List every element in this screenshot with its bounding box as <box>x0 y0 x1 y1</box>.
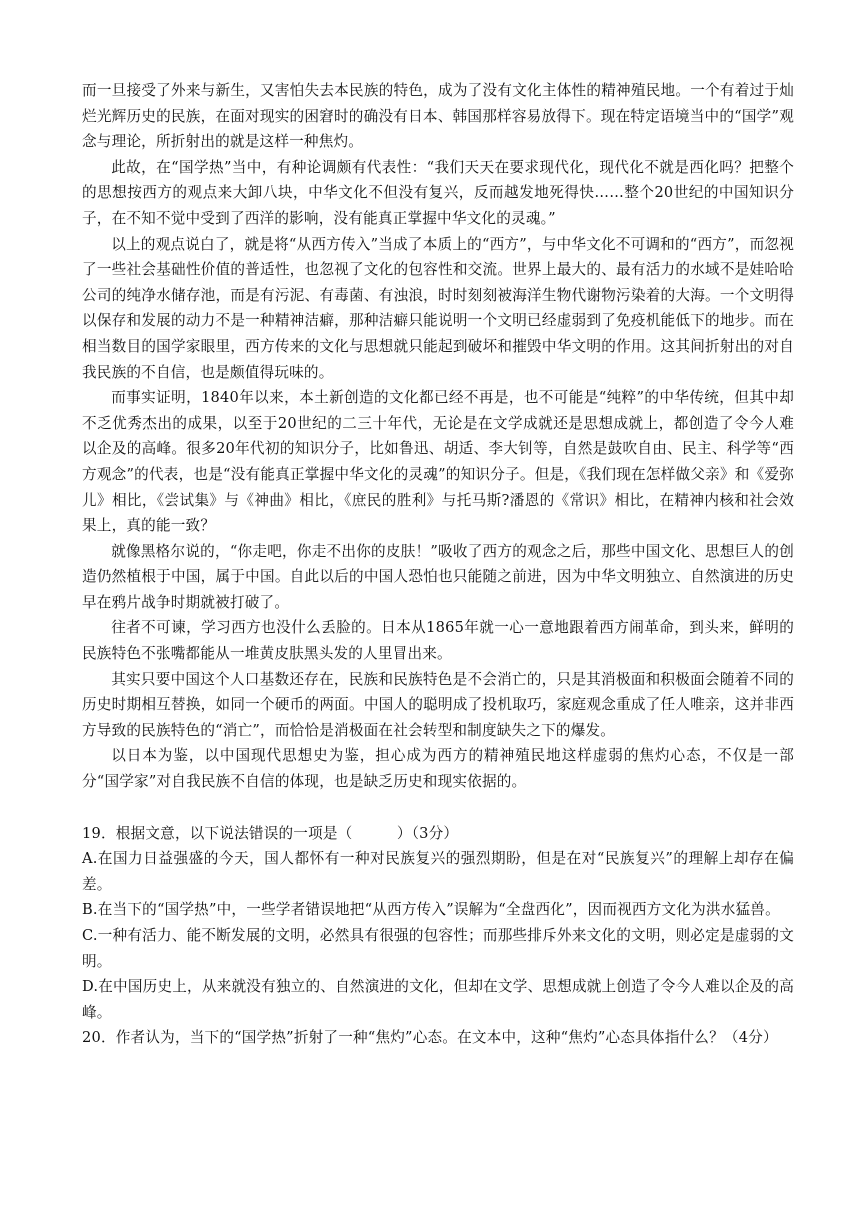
question-19 <box>82 821 794 1026</box>
reading-passage <box>82 78 794 795</box>
passage-paragraph-3: 以上的观点说白了，就是将“从西方传入”当成了本质上的“西方”，与中华文化不可调和的“西方”，而忽视了一些社会基础性价值的普适性，也忽视了文化的包容性和交流。世界上最大的、最有活力的水域不是娃哈哈公司的纯净水储存池，而是有污泥、有毒菌、有浊浪，时时刻刻被海洋生物代谢物污染着的大海。一个文明得以保存和发展的动力不是一种精神洁癖，那种洁癖只能说明一个文明已经虚弱到了免疫机能低下的地步。而在相当数目的国学家眼里，西方传来的文化与思想就只能起到破坏和摧毁中华文明的作用。这其间折射出的对自我民族的不自信，也是颇值得玩味的。 <box>82 235 794 381</box>
question-20 <box>82 1025 794 1051</box>
question-19-option-d: D.在中国历史上，从来就没有独立的、自然演进的文化，但却在文学、思想成就上创造了令今人难以企及的高峰。 <box>82 978 794 1021</box>
section-gap <box>82 795 794 821</box>
question-19-option-a: A.在国力日益强盛的今天，国人都怀有一种对民族复兴的强烈期盼，但是在对“民族复兴”的理解上却存在偏差。 <box>82 850 794 893</box>
passage-paragraph-1: 而一旦接受了外来与新生，又害怕失去本民族的特色，成为了没有文化主体性的精神殖民地。一个有着过于灿烂光辉历史的民族，在面对现实的困窘时的确没有日本、韩国那样容易放得下。现在特定语境当中的“国学”观念与理论，所折射出的就是这样一种焦灼。 <box>82 82 794 151</box>
passage-paragraph-6: 往者不可谏，学习西方也没什么丢脸的。日本从1865年就一心一意地跟着西方闹革命，到头来，鲜明的民族特色不张嘴都能从一堆黄皮肤黑头发的人里冒出来。 <box>82 619 794 663</box>
passage-paragraph-2: 此故，在“国学热”当中，有种论调颇有代表性：“我们天天在要求现代化，现代化不就是西化吗？把整个的思想按西方的观点来大卸八块，中华文化不但没有复兴，反而越发地死得快……整个20世纪的中国知识分子，在不知不觉中受到了西洋的影响，没有能真正掌握中华文化的灵魂。” <box>82 158 794 227</box>
passage-paragraph-8: 以日本为鉴，以中国现代思想史为鉴，担心成为西方的精神殖民地这样虚弱的焦灼心态，不仅是一部分“国学家”对自我民族不自信的体现，也是缺乏历史和现实依据的。 <box>82 747 794 791</box>
question-20-stem: 20．作者认为，当下的“国学热”折射了一种“焦灼”心态。在文本中，这种“焦灼”心态具体指什么？（4分） <box>82 1029 778 1047</box>
question-19-stem: 19．根据文意，以下说法错误的一项是（ ）（3分） <box>82 824 459 842</box>
question-19-option-b: B.在当下的“国学热”中，一些学者错误地把“从西方传入”误解为“全盘西化”，因而视西方文化为洪水猛兽。 <box>82 901 780 919</box>
passage-paragraph-5: 就像黑格尔说的，“你走吧，你走不出你的皮肤！”吸收了西方的观念之后，那些中国文化、思想巨人的创造仍然植根于中国，属于中国。自此以后的中国人恐怕也只能随之前进，因为中华文明独立、自然演进的历史早在鸦片战争时期就被打破了。 <box>82 542 794 611</box>
question-19-option-c: C.一种有活力、能不断发展的文明，必然具有很强的包容性；而那些排斥外来文化的文明，则必定是虚弱的文明。 <box>82 927 794 970</box>
passage-paragraph-4: 而事实证明，1840年以来，本土新创造的文化都已经不再是，也不可能是“纯粹”的中华传统，但其中却不乏优秀杰出的成果，以至于20世纪的二三十年代，无论是在文学成就还是思想成就上，都创造了令今人难以企及的高峰。很多20年代初的知识分子，比如鲁迅、胡适、李大钊等，自然是鼓吹自由、民主、科学等“西方观念”的代表，也是“没有能真正掌握中华文化的灵魂”的知识分子。但是，《我们现在怎样做父亲》和《爱弥儿》相比，《尝试集》与《神曲》相比，《庶民的胜利》与托马斯?潘恩的《常识》相比，在精神内核和社会效果上，真的能一致？ <box>82 389 794 535</box>
passage-paragraph-7: 其实只要中国这个人口基数还存在，民族和民族特色是不会消亡的，只是其消极面和积极面会随着不同的历史时期相互替换，如同一个硬币的两面。中国人的聪明成了投机取巧，家庭观念重成了任人唯亲，这并非西方导致的民族特色的“消亡”，而恰恰是消极面在社会转型和制度缺失之下的爆发。 <box>82 670 794 739</box>
